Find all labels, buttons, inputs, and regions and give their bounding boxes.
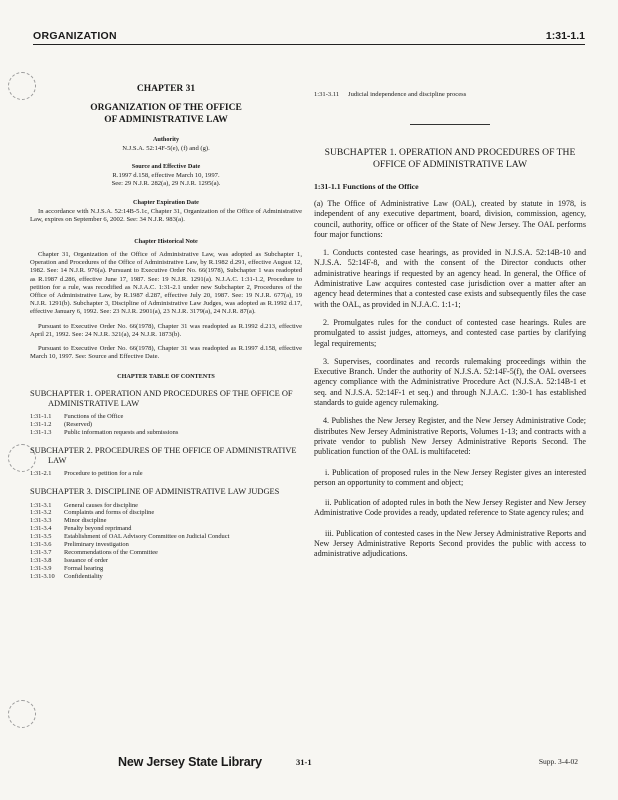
toc-subchapter bbox=[30, 389, 302, 437]
punch-hole-bottom bbox=[8, 700, 36, 728]
toc-subchapter-title: SUBCHAPTER 1. OPERATION AND PROCEDURES OF THE OFFICE OF ADMINISTRATIVE LAW bbox=[30, 389, 293, 408]
toc-item[interactable]: 1:31-3.9 Formal hearing bbox=[30, 564, 104, 572]
source-text: R.1997 d.158, effective March 10, 1997. See: 29 N.J.R. 282(a), 29 N.J.R. 1295(a). bbox=[111, 172, 221, 188]
toc-subchapter bbox=[30, 487, 302, 581]
toc-item[interactable]: 1:31-3.7 Recommendations of the Committee bbox=[30, 549, 158, 557]
source-heading: Source and Effective Date bbox=[131, 163, 201, 171]
toc-item[interactable]: 1:31-3.4 Penalty beyond reprimand bbox=[30, 525, 132, 533]
function-item-1: 1. Conducts contested case hearings, as provided in N.J.S.A. 52:14B-10 and N.J.S.A. 52:14F-8, and with the consent of the Director conducts other administrative hearings if requested by an agency head. In general, the Office of Administrative Law acquires contested case jurisdiction over a matter after an agency head determines that a contested case exists and subsequently files the case with the OAL, as provided in N.J.A.C. 1:1-1; bbox=[314, 248, 586, 309]
toc-item[interactable]: 1:31-1.1 Functions of the Office bbox=[30, 413, 124, 421]
paragraph-a: (a) The Office of Administrative Law (OAL), created by statute in 1978, is independent of any executive department, board, division, commission, agency, council, authority, office or officer of the State of New Jersey. The OAL performs four major functions: bbox=[314, 199, 586, 239]
toc-continued bbox=[314, 91, 586, 99]
expiration-heading: Chapter Expiration Date bbox=[133, 198, 199, 206]
toc-item[interactable]: 1:31-3.2 Complaints and forms of discipline bbox=[30, 509, 155, 517]
function-item-4: 4. Publishes the New Jersey Register, and the New Jersey Administrative Code; distributes New Jersey Administrative Reports, Volumes 1-13; and contracts with a private vendor to publish New Jersey Administrative Reports Second. The publication function of the OAL is multifaceted: bbox=[314, 416, 586, 457]
publication-subitem-iii: iii. Publication of contested cases in the New Jersey Administrative Reports and New Jersey Administrative Reports Second provides the public with access to administrative adjudications. bbox=[314, 528, 586, 559]
function-item-2: 2. Promulgates rules for the conduct of contested case hearings. Rules are promulgated to assist judges, attorneys, and contested case parties by clarifying legal requirements; bbox=[314, 317, 586, 348]
toc-item[interactable]: 1:31-3.10 Confidentiality bbox=[30, 572, 103, 580]
chapter-number: CHAPTER 31 bbox=[136, 84, 196, 94]
page-number: 31-1 bbox=[296, 757, 312, 767]
section-heading: 1:31-1.1 Functions of the Office bbox=[314, 182, 419, 191]
supplement-date: Supp. 3-4-02 bbox=[538, 757, 578, 766]
toc-item[interactable]: 1:31-2.1 Procedure to petition for a rule bbox=[30, 470, 143, 478]
toc-subchapter-title: SUBCHAPTER 2. PROCEDURES OF THE OFFICE OF ADMINISTRATIVE LAW bbox=[30, 446, 297, 465]
publication-subitem-ii: ii. Publication of adopted rules in both the New Jersey Register and New Jersey Administrative Code provides a ready, updated reference to State agency rules; and bbox=[314, 498, 586, 518]
history-heading: Chapter Historical Note bbox=[134, 238, 198, 246]
header-code: 1:31-1.1 bbox=[545, 30, 585, 42]
toc-subchapter-title: SUBCHAPTER 3. DISCIPLINE OF ADMINISTRATIVE LAW JUDGES bbox=[30, 487, 280, 497]
toc-item[interactable]: 1:31-3.8 Issuance of order bbox=[30, 556, 109, 564]
publication-subitem-i: i. Publication of proposed rules in the New Jersey Register gives an interested person an opportunity to comment and object; bbox=[314, 467, 586, 487]
running-header bbox=[33, 30, 585, 45]
right-column bbox=[314, 60, 586, 560]
toc-item[interactable]: 1:31-3.3 Minor discipline bbox=[30, 517, 107, 525]
toc-item[interactable]: 1:31-3.11 Judicial independence and discipline process bbox=[314, 91, 467, 98]
toc-list bbox=[30, 413, 302, 437]
toc-item[interactable]: 1:31-3.5 Establishment of OAL Advisory Committee on Judicial Conduct bbox=[30, 533, 230, 541]
history-paragraph: Chapter 31, Organization of the Office of Administrative Law, was adopted as Subchapter 1, Operation and Procedures of the Office of Administrative Law, by R.1982 d.291, effective August 12, 1982. See: 14 N.J.R. 976(a). Pursuant to Executive Order No. 66(1978), Subchapter 1 was readopted as R.1987 d.286, effective June 17, 1987. See: 19 N.J.R. 1291(a). N.J.A.C. 1:31-1.2, Procedure to petition for a rule, was recodified as N.J.A.C. 1:31-2.1 under new Subchapter 2, Procedures of the Office of Administrative Law, by R.1987 d.287, effective July 20, 1987. See: 19 N.J.R. 677(a), 19 N.J.R. 1291(b). Subchapter 3, Discipline of Administrative Law Judges, was adopted as R.1992 d.17, effective January 6, 1992. See: 23 N.J.R. 2901(a), 23 N.J.R. 3179(a), 24 N.J.R. 87(a). bbox=[30, 251, 302, 316]
authority-heading: Authority bbox=[152, 136, 180, 143]
toc-list bbox=[30, 502, 302, 581]
section-divider bbox=[410, 124, 490, 125]
authority-text: N.J.S.A. 52:14F-5(e), (f) and (g). bbox=[122, 145, 210, 152]
toc-item[interactable]: 1:31-3.6 Preliminary investigation bbox=[30, 541, 129, 549]
history-paragraph: Pursuant to Executive Order No. 66(1978), Chapter 31 was readopted as R.1997 d.158, effective March 10, 1997. See: Source and Effective Date. bbox=[30, 345, 302, 361]
toc-list bbox=[30, 470, 302, 478]
toc-subchapter bbox=[30, 446, 302, 478]
history-paragraph: Pursuant to Executive Order No. 66(1978), Chapter 31 was readopted as R.1992 d.213, effective April 21, 1992. See: 24 N.J.R. 321(a), 24 N.J.R. 1873(b). bbox=[30, 322, 302, 338]
page-footer bbox=[0, 755, 618, 775]
subchapter-heading: SUBCHAPTER 1. OPERATION AND PROCEDURES OF THE OFFICE OF ADMINISTRATIVE LAW bbox=[324, 147, 576, 170]
function-item-3: 3. Supervises, coordinates and records rulemaking proceedings within the Executive Branch. Under the authority of N.J.S.A. 52:14F-5(f), the OAL oversees agency compliance with the Administrative Procedure Act (N.J.S.A. 52:14B-1 et seq. and N.J.S.A. 52:14F-1 et seq.) and through N.J.A.C. 1:30-1 has established standards to guide agency rulemaking. bbox=[314, 356, 586, 408]
left-column bbox=[30, 60, 302, 581]
header-section: ORGANIZATION bbox=[33, 30, 117, 42]
toc-item[interactable]: 1:31-3.1 General causes for discipline bbox=[30, 501, 138, 509]
library-stamp: New Jersey State Library bbox=[118, 755, 262, 769]
chapter-title: ORGANIZATION OF THE OFFICE OF ADMINISTRATIVE LAW bbox=[90, 103, 242, 125]
toc-item[interactable]: 1:31-1.2 (Reserved) bbox=[30, 421, 93, 429]
toc-item[interactable]: 1:31-1.3 Public information requests and submissions bbox=[30, 429, 179, 437]
expiration-text: In accordance with N.J.S.A. 52:14B-5.1c, Chapter 31, Organization of the Office of Administrative Law, expires on September 6, 2002. See: 34 N.J.R. 983(a). bbox=[30, 207, 302, 223]
toc-heading: CHAPTER TABLE OF CONTENTS bbox=[117, 373, 215, 381]
